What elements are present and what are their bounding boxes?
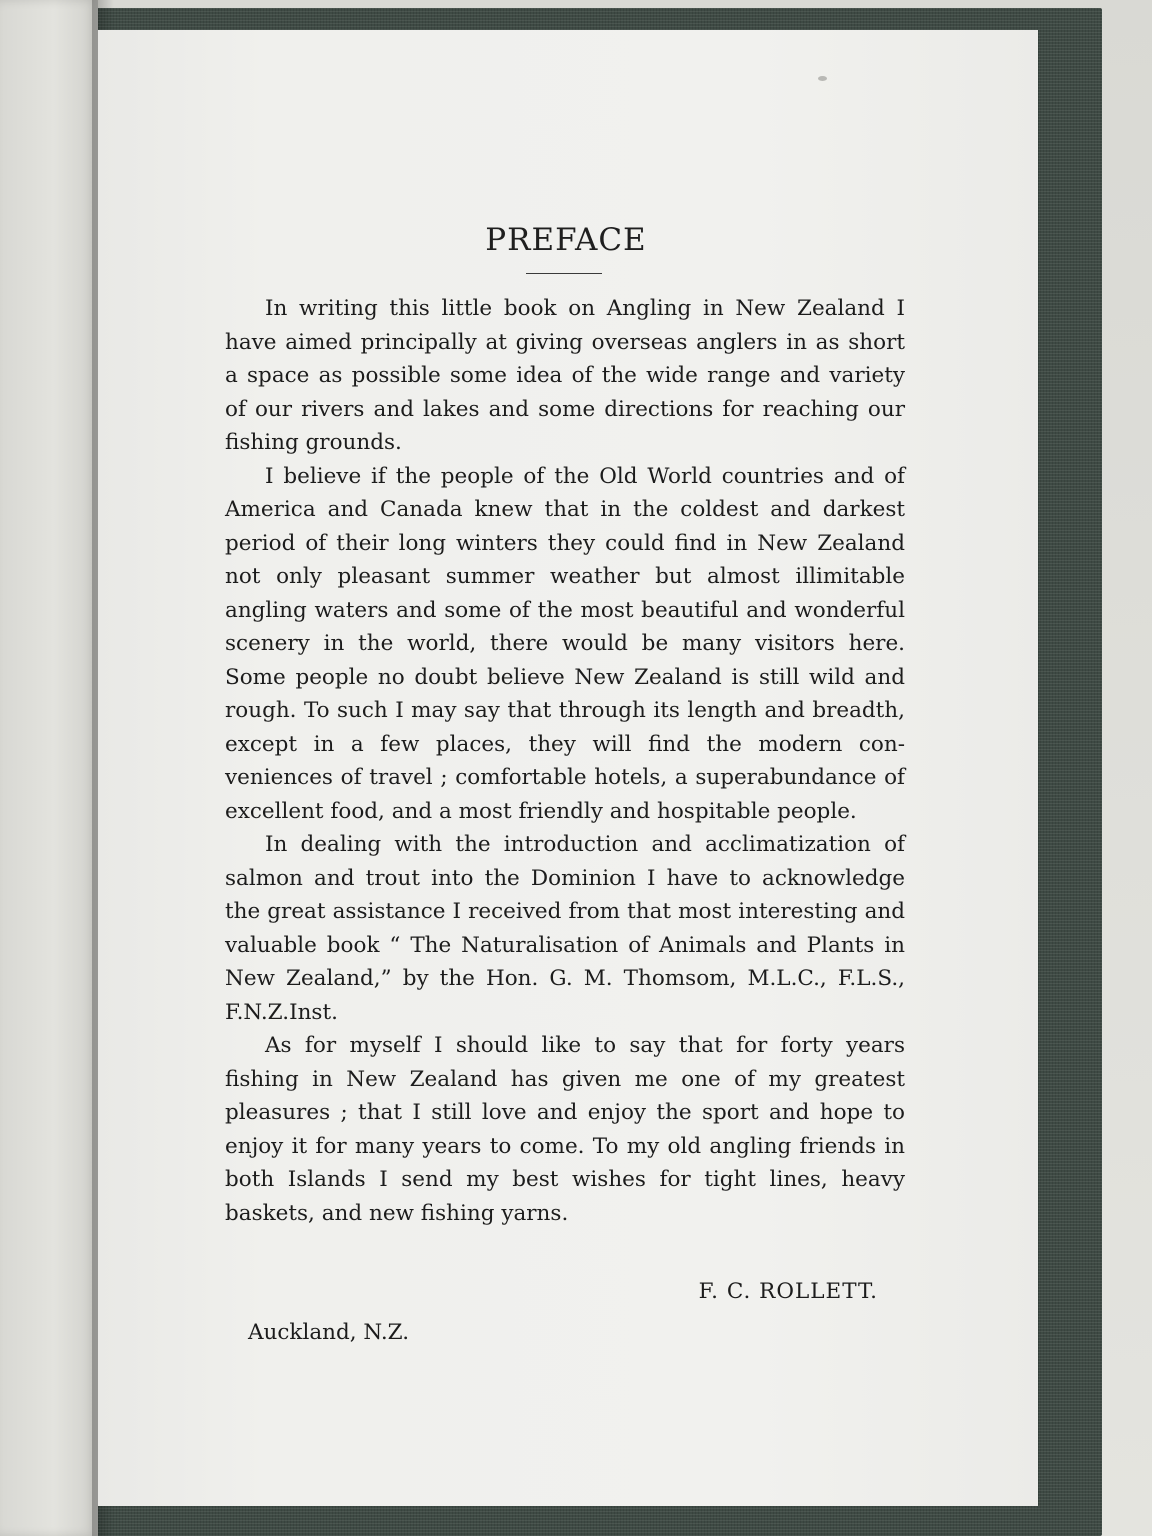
page-title: PREFACE <box>485 222 647 258</box>
title-rule <box>526 273 602 274</box>
preface-page <box>98 30 1038 1506</box>
paper-spot <box>818 76 827 81</box>
paragraph-4: As for myself I should like to say that for forty years fishing in New Zealand has given me one of my greatest pleasures ; that I still love and enjoy the sport and hope to enjoy it for many years to come. To my old angling friends in both Islands I send my best wishes for tight lines, heavy baskets, and new fishing yarns. <box>225 1033 905 1226</box>
author-signature: F. C. ROLLETT. <box>698 1279 878 1304</box>
left-page-edge <box>0 0 98 1536</box>
place-line: Auckland, N.Z. <box>248 1320 410 1345</box>
paragraph-1: In writing this little book on Angling in New Zealand I have aimed principally at giving overseas anglers in as short a space as possible some idea of the wide range and variety of our rivers and lakes and some directions for reaching our fishing grounds. <box>225 296 905 455</box>
paragraph-2: I believe if the people of the Old World countries and of America and Canada knew that in the coldest and darkest period of their long winters they could find in New Zealand not only pleasant summer weather but almost illimitable angling waters and some of the most beautiful and wonderful scenery in the world, there would be many visitors here. Some people no doubt believe New Zealand is still wild and rough. To such I may say that through its length and breadth, except in a few places, they will find the modern conveniences of travel ; comfortable hotels, a superabundance of excellent food, and a most friendly and hospitable people. <box>225 463 905 824</box>
preface-body <box>225 292 905 1230</box>
paragraph-3: In dealing with the introduction and acclimatization of salmon and trout into the Dominion I have to acknowledge the great assistance I received from that most interesting and valuable book “ The Naturalisation of Animals and Plants in New Zealand,” by the Hon. G. M. Thomsom, M.L.C., F.L.S., F.N.Z.Inst. <box>225 832 905 1025</box>
